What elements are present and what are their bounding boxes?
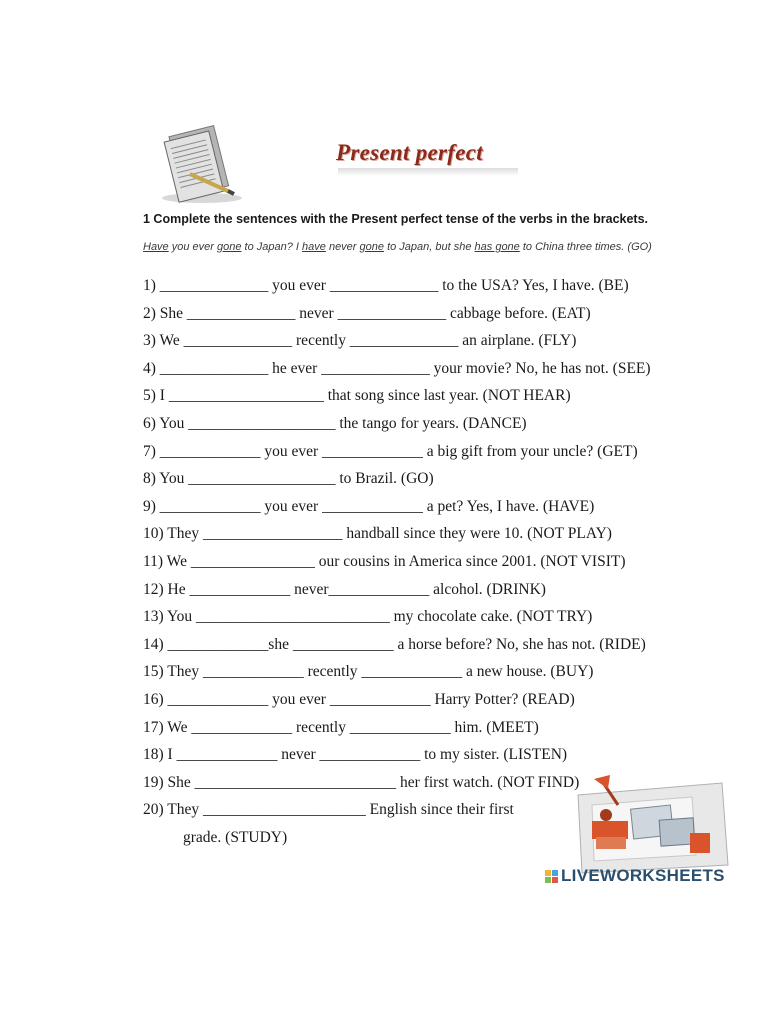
example-have-2: have (302, 241, 326, 253)
exercise-item: 1) ______________ you ever ______________ to the USA? Yes, I have. (BE) (143, 277, 629, 294)
exercise-item: 2) She ______________ never ______________ cabbage before. (EAT) (143, 304, 591, 322)
example-part: to Japan? I (241, 241, 303, 253)
exercise-item: 20) They _____________________ English since their first (143, 801, 514, 819)
exercise-item: 11) We ________________ our cousins in America since 2001. (NOT VISIT) (143, 552, 626, 570)
exercise-item: 10) They __________________ handball since they were 10. (NOT PLAY) (143, 525, 612, 543)
exercise-item: 15) They _____________ recently _____________ a new house. (BUY) (143, 663, 594, 681)
example-sentence (143, 241, 652, 253)
exercise-item: 6) You ___________________ the tango for years. (DANCE) (143, 414, 527, 432)
exercise-item: 16) _____________ you ever _____________ Harry Potter? (READ) (143, 690, 575, 708)
example-part: to Japan, but she (384, 241, 475, 253)
title-reflection (338, 168, 518, 176)
exercise-list (143, 272, 651, 851)
example-part: to China three times. (GO) (519, 241, 652, 253)
exercise-item: 4) ______________ he ever ______________ your movie? No, he has not. (SEE) (143, 359, 651, 377)
page-title: Present perfect (336, 140, 483, 165)
exercise-item: 5) I ____________________ that song since last year. (NOT HEAR) (143, 387, 571, 405)
example-gone-2: gone (359, 241, 385, 253)
logo-mark-icon (545, 870, 558, 883)
example-part: you ever (168, 241, 217, 253)
exercise-item: 3) We ______________ recently ______________ an airplane. (FLY) (143, 332, 577, 350)
exercise-item: 17) We _____________ recently _____________ him. (MEET) (143, 718, 539, 736)
logo-text: LIVEWORKSHEETS (561, 866, 725, 885)
exercise-item: 13) You _________________________ my chocolate cake. (NOT TRY) (143, 608, 593, 626)
exercise-item: 9) _____________ you ever _____________ a pet? Yes, I have. (HAVE) (143, 497, 595, 515)
example-has-gone: has gone (474, 241, 520, 253)
exercise-item-continuation: grade. (STUDY) (183, 828, 288, 846)
exercise-item: 12) He _____________ never_____________ alcohol. (DRINK) (143, 580, 546, 598)
example-have: Have (143, 241, 169, 253)
exercise-item: 8) You ___________________ to Brazil. (GO) (143, 470, 434, 488)
exercise-item: 18) I _____________ never _____________ to my sister. (LISTEN) (143, 746, 568, 764)
exercise-item: 7) _____________ you ever _____________ a big gift from your uncle? (GET) (143, 442, 638, 460)
documents-pencil-icon (150, 122, 250, 204)
books-lamp-illustration (572, 775, 732, 875)
exercise-item: 14) _____________she _____________ a horse before? No, she has not. (RIDE) (143, 635, 646, 653)
example-gone: gone (217, 241, 242, 253)
instruction-text: 1 Complete the sentences with the Present perfect tense of the verbs in the brackets. (143, 212, 649, 226)
liveworksheets-logo (545, 866, 725, 886)
exercise-item: 19) She __________________________ her first watch. (NOT FIND) (143, 773, 580, 791)
example-part: never (325, 241, 360, 253)
